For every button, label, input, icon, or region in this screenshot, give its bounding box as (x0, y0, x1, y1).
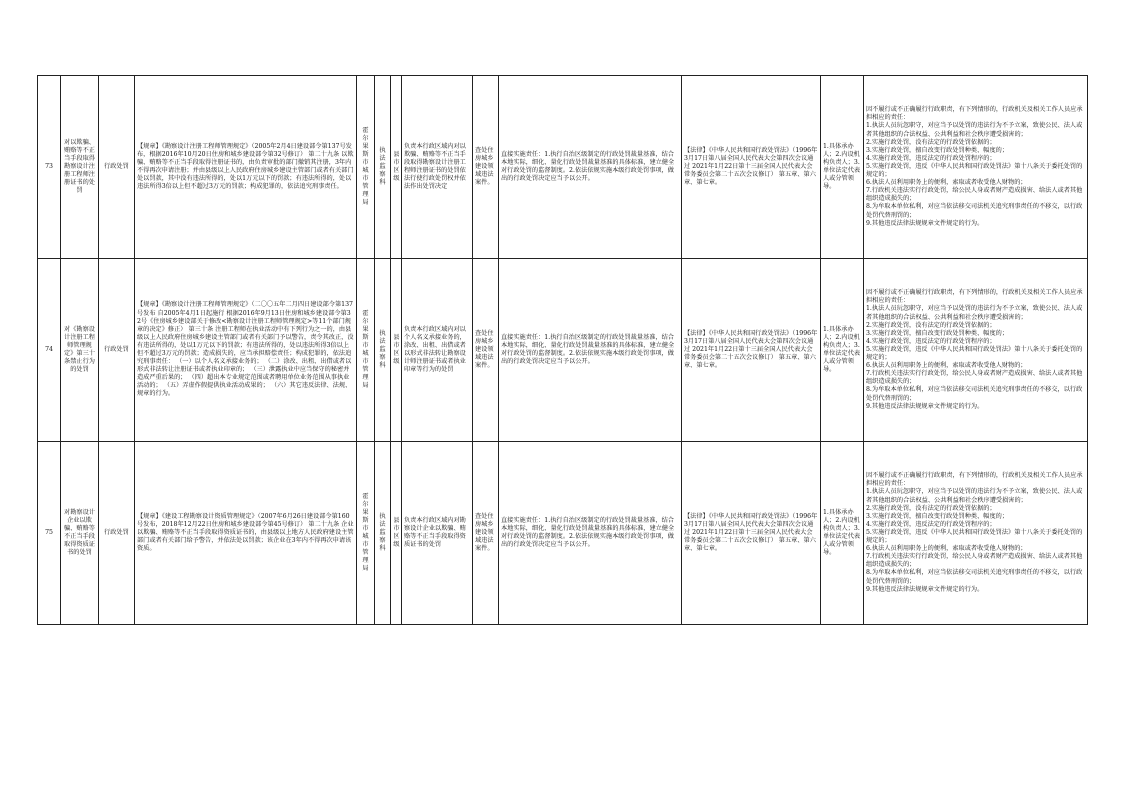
responsible-dept: 查处住房城乡建设领域违法案件。 (473, 76, 499, 259)
accountability-item: 1.执法人员玩忽职守，对应当予以处罚的违法行为不予立案，致使公民、法人或者其他组织的合法权益、公共利益和社会秩序遭受损害的； (866, 305, 1083, 321)
responsibility-items: 直接实施责任：1.执行自治区级制定的行政处罚裁量基准，结合本地实际，细化、量化行政处罚裁量基准的具体标准，建立健全对行政处罚的监督制度。2.依法依规实施本级行政处罚事项，做出的行政处罚决定应当予以公开。 (499, 442, 682, 625)
accountability-list (864, 442, 1088, 625)
accountability-item: 7.行政机关违法实行行政处罚，给公民人身或者财产造成损害、给法人或者其他组织造成损失的； (866, 187, 1083, 203)
item-name: 对勘察设计企业以欺骗、贿赂等不正当手段取得资质证书的处罚 (61, 442, 99, 625)
implementing-unit: 执法监察科 (375, 259, 391, 442)
accountability-item: 5.实施行政处罚，违反《中华人民共和国行政处罚法》第十八条关于委托处罚的规定的； (866, 345, 1083, 362)
accountability-item: 3.实施行政处罚，擅自改变行政处罚种类、幅度的； (866, 146, 1009, 154)
responsibility-law: 【法律】《中华人民共和国行政处罚法》（1996年3月17日第八届全国人民代表大会第四次会议通过 2021年1月22日第十三届全国人民代表大会常务委员会第二十五次会议修订） 第五章、第六章、第七章。 (682, 442, 821, 625)
accountability-item: 3.实施行政处罚，擅自改变行政处罚种类、幅度的； (866, 329, 1009, 337)
responsibility-items: 直接实施责任：1.执行自治区级制定的行政处罚裁量基准，结合本地实际，细化、量化行政处罚裁量基准的具体标准，建立健全对行政处罚的监督制度。2.依法依规实施本级行政处罚事项，做出的行政处罚决定应当予以公开。 (499, 76, 682, 259)
accountability-item: 2.实施行政处罚，没有法定的行政处罚依据的； (866, 138, 996, 146)
authority-scope: 负责本行政区域内对勘察设计企业以欺骗、贿赂等不正当手段取得资质证书的处罚 (402, 442, 473, 625)
item-name: 对以欺骗、贿赂等不正当手段取得勘察设计注册工程师注册证书的处罚 (61, 76, 99, 259)
accountability-list (864, 259, 1088, 442)
accountability-item: 3.实施行政处罚，擅自改变行政处罚种类、幅度的； (866, 512, 1009, 520)
responsible-dept: 查处住房城乡建设领域违法案件。 (473, 442, 499, 625)
accountability-item: 因不履行或不正确履行行政职责，有下列情形的，行政机关及相关工作人员应承担相应的责任： (866, 472, 1083, 488)
accountability-item: 因不履行或不正确履行行政职责，有下列情形的，行政机关及相关工作人员应承担相应的责任： (866, 106, 1083, 122)
responsibility-law: 【法律】《中华人民共和国行政处罚法》（1996年3月17日第八届全国人民代表大会第四次会议通过 2021年1月22日第十三届全国人民代表大会常务委员会第二十五次会议修订） 第五章、第六章、第七章。 (682, 259, 821, 442)
exercise-level: 县市区级 (391, 442, 402, 625)
exercise-level: 县市区级 (391, 76, 402, 259)
accountability-item: 6.执法人员利用职务上的便利，索取或者收受他人财物的； (866, 362, 1027, 370)
responsible-subject: 1.具体承办人；2.内设机构负责人；3.单位法定代表人或分管领导。 (821, 259, 864, 442)
power-list-table (37, 75, 1088, 625)
responsibility-law: 【法律】《中华人民共和国行政处罚法》（1996年3月17日第八届全国人民代表大会第四次会议通过 2021年1月22日第十三届全国人民代表大会常务委员会第二十五次会议修订） 第五章、第六章、第七章。 (682, 76, 821, 259)
row-number: 73 (38, 76, 61, 259)
responsible-dept: 查处住房城乡建设领域违法案件。 (473, 259, 499, 442)
authority-scope: 负责本行政区域内对以个人名义承接业务的，涂改、出租、出借或者以形式非法转让勘察设计师注册证书或者执业印章等行为的处罚 (402, 259, 473, 442)
accountability-item: 1.执法人员玩忽职守，对应当予以处罚的违法行为不予立案，致使公民、法人或者其他组织的合法权益、公共利益和社会秩序遭受损害的； (866, 122, 1083, 138)
accountability-list (864, 76, 1088, 259)
accountability-item: 5.实施行政处罚，违反《中华人民共和国行政处罚法》第十八条关于委托处罚的规定的； (866, 528, 1083, 545)
item-name: 对《勘察设计注册工程师管理规定》第三十条禁止行为的处罚 (61, 259, 99, 442)
accountability-item: 9.其他违反法律法规规章文件规定的行为。 (866, 585, 984, 593)
legal-basis: 【规章】《勘察设计注册工程师管理规定》（二〇〇五年二月四日建设部令第137号发布 自2005年4月1日起施行 根据2016年9月13日住房和城乡建设部令第32号《住房城乡建设部关于修改<勘察设计注册工程师管理规定>等11个部门规章的决定》修正） 第三十条 注册工程师在执业活动中有下列行为之一的，由县级以上人民政府住房城乡建设主管部门或者有关部门予以警告，责令其改正，没有违法所得的，处以1万元以下的罚款；有违法所得的，处以违法所得3倍以上但不超过3万元的罚款；造成损失的，应当承担赔偿责任；构成犯罪的，依法追究刑事责任： （一）以个人名义承接业务的； （二）涂改、出租、出借或者以形式非法转让注册证书或者执业印章的； （三）泄露执业中应当保守的秘密并造成严重后果的； （四）超出本专业规定范围或者聘用单位业务范围从事执业活动的； （五）弄虚作假提供执业活动成果的； （六）其它违反法律、法规、规章的行为。 (135, 259, 357, 442)
implementing-body: 霍尔果斯市城市管理局 (357, 259, 375, 442)
row-number: 75 (38, 442, 61, 625)
legal-basis: 【规章】《建设工程勘察设计资质管理规定》（2007年6月26日建设部令第160号发布，2018年12月22日住房和城乡建设部令第45号修订） 第二十九条 企业以欺骗、贿赂等不正当手段取得资质证书的，由县级以上地方人民政府建设主管部门或者有关部门给予警告，并依法处以罚款；该企业在3年内不得再次申请该资质。 (135, 442, 357, 625)
row-number: 74 (38, 259, 61, 442)
accountability-item: 因不履行或不正确履行行政职责，有下列情形的，行政机关及相关工作人员应承担相应的责任： (866, 289, 1083, 305)
accountability-item: 7.行政机关违法实行行政处罚，给公民人身或者财产造成损害、给法人或者其他组织造成损失的； (866, 553, 1083, 569)
accountability-item: 6.执法人员利用职务上的便利，索取或者收受他人财物的； (866, 545, 1027, 553)
accountability-item: 9.其他违反法律法规规章文件规定的行为。 (866, 219, 984, 227)
implementing-unit: 执法监察科 (375, 442, 391, 625)
accountability-item: 8.为牟取本单位私利，对应当依法移交司法机关追究刑事责任的不移交，以行政处罚代替刑罚的； (866, 203, 1083, 219)
item-category: 行政处罚 (99, 259, 135, 442)
accountability-item: 1.执法人员玩忽职守，对应当予以处罚的违法行为不予立案，致使公民、法人或者其他组织的合法权益、公共利益和社会秩序遭受损害的； (866, 488, 1083, 504)
implementing-body: 霍尔果斯市城市管理局 (357, 442, 375, 625)
accountability-item: 4.实施行政处罚，违反法定的行政处罚程序的； (866, 520, 996, 528)
implementing-unit: 执法监察科 (375, 76, 391, 259)
exercise-level: 县市区级 (391, 259, 402, 442)
accountability-item: 8.为牟取本单位私利，对应当依法移交司法机关追究刑事责任的不移交，以行政处罚代替刑罚的； (866, 569, 1083, 585)
accountability-item: 8.为牟取本单位私利，对应当依法移交司法机关追究刑事责任的不移交，以行政处罚代替刑罚的； (866, 386, 1083, 402)
implementing-body: 霍尔果斯市城市管理局 (357, 76, 375, 259)
accountability-item: 7.行政机关违法实行行政处罚，给公民人身或者财产造成损害、给法人或者其他组织造成损失的； (866, 370, 1083, 386)
accountability-item: 2.实施行政处罚，没有法定的行政处罚依据的； (866, 504, 996, 512)
legal-basis: 【规章】《勘察设计注册工程师管理规定》（2005年2月4日建设部令第137号发布，根据2016年10月20日住房和城乡建设部令第32号修订） 第二十九条 以欺骗、贿赂等不正当手段取得注册证书的，由负责审批的部门撤销其注册，3年内不得再次申请注册；并由县级以上人民政府住房城乡建设主管部门或者有关部门处以罚款，其中没有违法所得的，处以1万元以下的罚款；有违法所得的，处以违法所得3倍以上但不超过3万元的罚款；构成犯罪的，依法追究刑事责任。 (135, 76, 357, 259)
accountability-item: 4.实施行政处罚，违反法定的行政处罚程序的； (866, 154, 996, 162)
responsibility-items: 直接实施责任：1.执行自治区级制定的行政处罚裁量基准，结合本地实际，细化、量化行政处罚裁量基准的具体标准，建立健全对行政处罚的监督制度。2.依法依规实施本级行政处罚事项，做出的行政处罚决定应当予以公开。 (499, 259, 682, 442)
accountability-item: 5.实施行政处罚，违反《中华人民共和国行政处罚法》第十八条关于委托处罚的规定的； (866, 162, 1083, 179)
accountability-item: 2.实施行政处罚，没有法定的行政处罚依据的； (866, 321, 996, 329)
responsible-subject: 1.具体承办人；2.内设机构负责人；3.单位法定代表人或分管领导。 (821, 442, 864, 625)
table-row (38, 259, 1088, 442)
item-category: 行政处罚 (99, 442, 135, 625)
authority-scope: 负责本行政区域内对以欺骗、贿赂等不正当手段取得勘察设计注册工程师注册证书的处罚依法行使行政处罚权并依法作出处罚决定 (402, 76, 473, 259)
accountability-item: 6.执法人员利用职务上的便利，索取或者收受他人财物的； (866, 179, 1027, 187)
table-row (38, 76, 1088, 259)
responsible-subject: 1.具体承办人；2.内设机构负责人；3.单位法定代表人或分管领导。 (821, 76, 864, 259)
accountability-item: 4.实施行政处罚，违反法定的行政处罚程序的； (866, 337, 996, 345)
table-row (38, 442, 1088, 625)
item-category: 行政处罚 (99, 76, 135, 259)
accountability-item: 9.其他违反法律法规规章文件规定的行为。 (866, 402, 984, 410)
